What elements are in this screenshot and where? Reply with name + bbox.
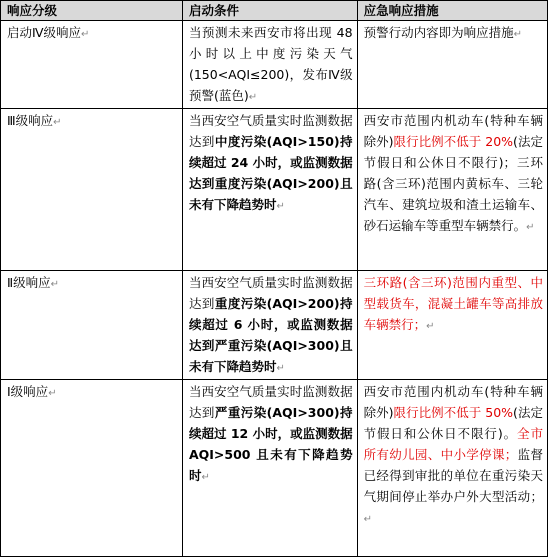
- header-measures: 应急响应措施: [357, 1, 547, 21]
- text-segment: 当西安空气质量实时监测数据达到: [188, 275, 353, 311]
- response-level-cell: [1, 380, 183, 557]
- start-condition-text: [189, 272, 353, 379]
- text-segment: (法定节假日和公休日不限行)；三环路(含三环)范围内黄标车、三轮汽车、建筑垃圾和渣土运输车、砂石运输车等重型车辆禁行。: [363, 134, 543, 233]
- response-level-label: Ⅱ级响应: [7, 275, 51, 290]
- highlighted-measure: 限行比例不低于 20%: [393, 134, 514, 149]
- paragraph-mark: ↵: [276, 363, 285, 374]
- paragraph-mark: ↵: [426, 321, 435, 332]
- paragraph-mark: ↵: [201, 472, 210, 483]
- highlighted-measure: 三环路(含三环)范围内重型、中型载货车，混凝土罐车等高排放车辆禁行；: [363, 275, 543, 332]
- paragraph-mark: ↵: [526, 222, 535, 233]
- response-measures-cell: [357, 21, 547, 109]
- text-segment: 西安市范围内机动车(特种车辆除外): [363, 113, 543, 149]
- table-row: [1, 380, 548, 557]
- text-segment: (法定节假日和公休日不限行)。: [363, 405, 543, 441]
- paragraph-mark: ↵: [248, 92, 258, 103]
- response-measures-text: [364, 22, 543, 45]
- table-row: [1, 109, 548, 271]
- header-condition: 启动条件: [182, 1, 357, 21]
- start-condition-cell: [182, 109, 357, 271]
- response-level-cell: [1, 109, 183, 271]
- highlighted-measure: 全市所有幼儿园、中小学停课；: [363, 426, 543, 462]
- start-condition-text: [189, 381, 353, 488]
- response-level-cell: [1, 271, 183, 380]
- bold-condition: 严重污染(AQI>300)持续超过 12 小时，或监测数据 AQI>500 且未有下降趋势时: [188, 405, 353, 483]
- text-segment: 当西安空气质量实时监测数据达到: [188, 113, 353, 149]
- response-measures-text: [364, 110, 543, 238]
- start-condition-text: [189, 22, 353, 108]
- paragraph-mark: ↵: [53, 117, 62, 128]
- response-measures-cell: [357, 380, 547, 557]
- paragraph-mark: ↵: [276, 201, 285, 212]
- start-condition-cell: [182, 380, 357, 557]
- paragraph-mark: ↵: [48, 388, 57, 399]
- header-level: 响应分级: [1, 1, 183, 21]
- text-segment: 当西安空气质量实时监测数据达到: [188, 384, 353, 420]
- text-segment: 监督已经得到审批的单位在重污染天气期间停止举办户外大型活动；: [363, 447, 543, 504]
- table-row: [1, 271, 548, 380]
- bold-condition: 重度污染(AQI>200)持续超过 6 小时，或监测数据达到严重污染(AQI>300)且未有下降趋势时: [188, 296, 353, 374]
- table-row: [1, 21, 548, 109]
- start-condition-cell: [182, 21, 357, 109]
- highlighted-measure: 限行比例不低于 50%: [393, 405, 514, 420]
- response-measures-cell: [357, 271, 547, 380]
- text-segment: 预警行动内容即为响应措施: [363, 25, 514, 40]
- table-header-row: [1, 1, 548, 21]
- response-level-cell: [1, 21, 183, 109]
- paragraph-mark: ↵: [50, 279, 60, 290]
- text-segment: 当预测未来西安市将出现 48 小时以上中度污染天气(150<AQI≤200)，发布Ⅳ级预警(蓝色): [188, 25, 353, 103]
- start-condition-text: [189, 110, 353, 217]
- start-condition-cell: [182, 271, 357, 380]
- response-measures-text: [364, 272, 543, 337]
- response-measures-cell: [357, 109, 547, 271]
- paragraph-mark: ↵: [363, 514, 372, 525]
- bold-condition: 中度污染(AQI>150)持续超过 24 小时，或监测数据达到重度污染(AQI>200)且未有下降趋势时: [188, 134, 353, 212]
- response-measures-text: [364, 381, 543, 530]
- response-level-label: 启动Ⅳ级响应: [7, 25, 82, 40]
- response-level-label: Ⅲ级响应: [7, 113, 54, 128]
- response-level-label: Ⅰ级响应: [7, 384, 49, 399]
- text-segment: 西安市范围内机动车(特种车辆除外): [363, 384, 543, 420]
- paragraph-mark: ↵: [513, 29, 522, 40]
- paragraph-mark: ↵: [81, 29, 90, 40]
